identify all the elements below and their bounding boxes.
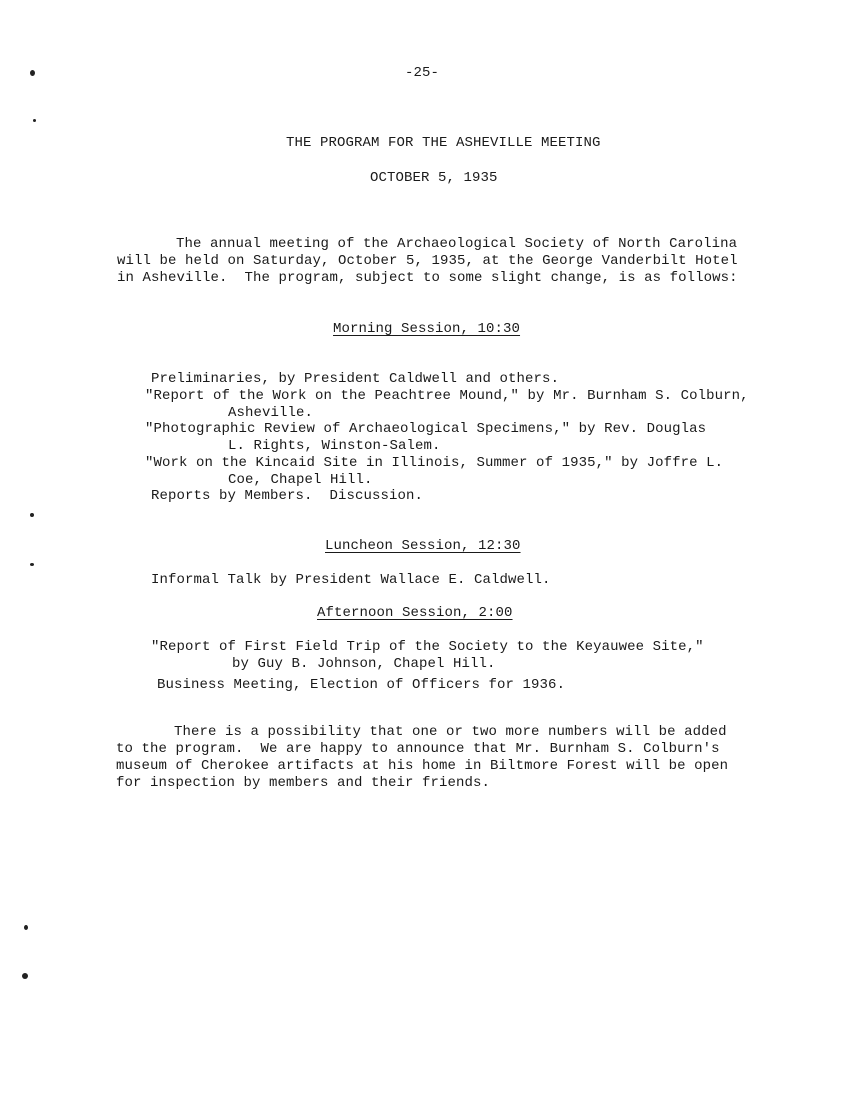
program-item: Reports by Members. Discussion.: [151, 488, 424, 504]
program-item-continuation: L. Rights, Winston-Salem.: [228, 438, 441, 454]
afternoon-session-heading: Afternoon Session, 2:00: [317, 605, 513, 621]
program-item: Business Meeting, Election of Officers for 1936.: [157, 677, 566, 693]
closing-line: museum of Cherokee artifacts at his home in Biltmore Forest will be open: [116, 758, 729, 774]
closing-line: to the program. We are happy to announce that Mr. Burnham S. Colburn's: [116, 741, 720, 757]
program-item: "Photographic Review of Archaeological Specimens," by Rev. Douglas: [145, 421, 707, 437]
program-item: "Report of First Field Trip of the Society to the Keyauwee Site,": [151, 639, 704, 655]
scan-speck: [30, 513, 34, 517]
scan-speck: [22, 973, 28, 979]
program-item-continuation: by Guy B. Johnson, Chapel Hill.: [232, 656, 496, 672]
scan-speck: [30, 70, 35, 76]
intro-line: in Asheville. The program, subject to some slight change, is as follows:: [117, 270, 738, 286]
document-title: THE PROGRAM FOR THE ASHEVILLE MEETING: [286, 135, 601, 151]
program-item-continuation: Asheville.: [228, 405, 314, 421]
scan-speck: [24, 925, 28, 930]
closing-line: for inspection by members and their friends.: [116, 775, 491, 791]
program-item: "Report of the Work on the Peachtree Mound," by Mr. Burnham S. Colburn,: [145, 388, 749, 404]
scan-speck: [33, 119, 36, 122]
program-item: "Work on the Kincaid Site in Illinois, Summer of 1935," by Joffre L.: [145, 455, 724, 471]
luncheon-session-heading: Luncheon Session, 12:30: [325, 538, 521, 554]
intro-line: will be held on Saturday, October 5, 1935, at the George Vanderbilt Hotel: [117, 253, 738, 269]
scan-speck: [30, 563, 34, 566]
program-item: Informal Talk by President Wallace E. Caldwell.: [151, 572, 551, 588]
intro-line: The annual meeting of the Archaeological Society of North Carolina: [176, 236, 738, 252]
morning-session-heading: Morning Session, 10:30: [333, 321, 521, 337]
document-date: OCTOBER 5, 1935: [370, 170, 498, 186]
page-number: -25-: [405, 65, 440, 81]
closing-line: There is a possibility that one or two more numbers will be added: [174, 724, 727, 740]
program-item-continuation: Coe, Chapel Hill.: [228, 472, 373, 488]
program-item: Preliminaries, by President Caldwell and others.: [151, 371, 560, 387]
